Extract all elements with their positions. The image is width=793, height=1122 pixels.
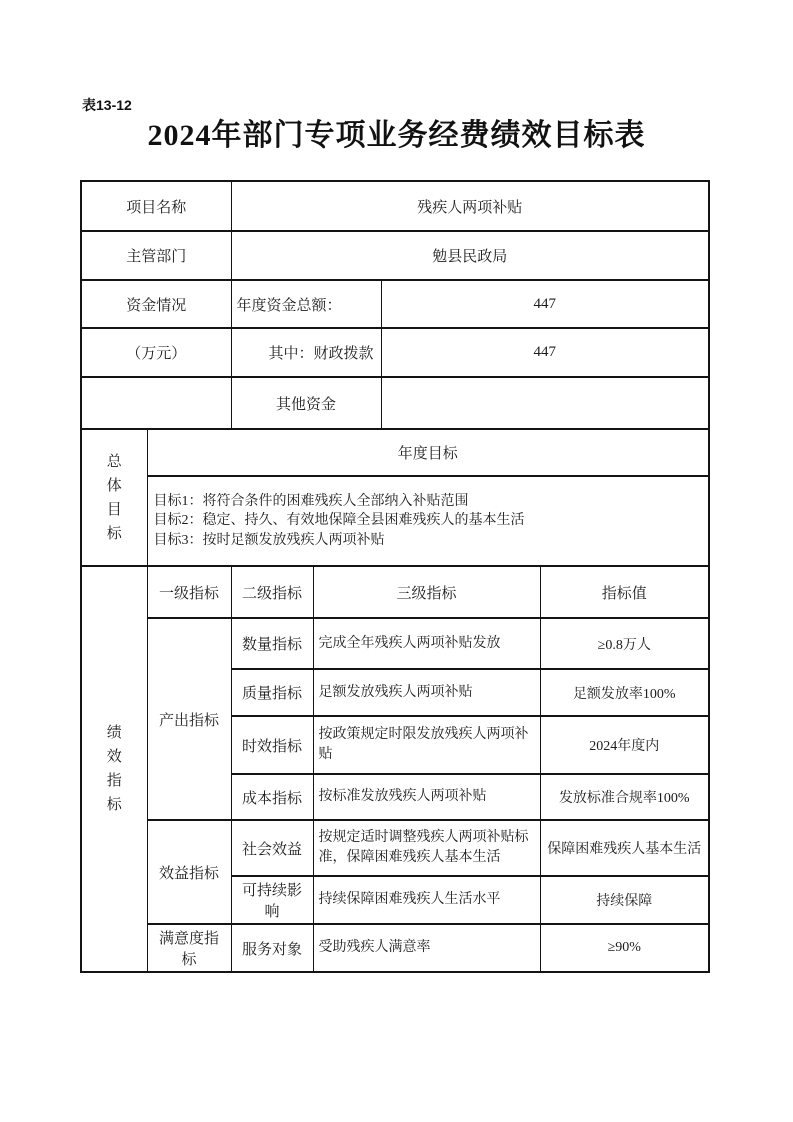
indicator-l2-satisfaction: 服务对象 <box>231 924 313 972</box>
annual-goal-header-row <box>81 429 709 476</box>
project-name-row <box>81 181 709 231</box>
indicator-header-row <box>81 566 709 618</box>
fiscal-allocation-row <box>81 328 709 377</box>
goal-line-3: 目标3：按时足额发放残疾人两项补贴 <box>153 532 385 548</box>
project-name-label: 项目名称 <box>81 181 231 231</box>
performance-section-label: 绩效指标 <box>106 725 122 813</box>
header-value: 指标值 <box>540 566 709 618</box>
overall-goal-section-cell <box>81 429 147 566</box>
indicator-row-social <box>81 820 709 876</box>
goal-line-2: 目标2：稳定、持久、有效地保障全县困难残疾人的基本生活 <box>153 513 525 529</box>
indicator-value-social: 保障困难残疾人基本生活 <box>540 820 709 876</box>
page-title: 2024年部门专项业务经费绩效目标表 <box>147 119 646 152</box>
department-row <box>81 231 709 280</box>
indicator-l2-sustainability: 可持续影响 <box>231 876 313 924</box>
benefit-indicator-group-label: 效益指标 <box>147 820 231 924</box>
header-level1: 一级指标 <box>147 566 231 618</box>
indicator-l2-quality: 质量指标 <box>231 669 313 716</box>
indicator-l2-social: 社会效益 <box>231 820 313 876</box>
indicator-value-sustainability: 持续保障 <box>540 876 709 924</box>
indicator-l2-cost: 成本指标 <box>231 774 313 820</box>
indicator-l3-timeliness: 按政策规定时限发放残疾人两项补贴 <box>313 716 540 774</box>
annual-total-label: 年度资金总额： <box>231 280 381 328</box>
department-label: 主管部门 <box>81 231 231 280</box>
indicator-value-cost: 发放标准合规率100% <box>540 774 709 820</box>
other-funds-value <box>381 377 709 429</box>
header-level2: 二级指标 <box>231 566 313 618</box>
table-number-label: 表13-12 <box>82 97 132 113</box>
annual-goals-row <box>81 476 709 566</box>
performance-target-table <box>80 180 710 973</box>
indicator-row-satisfaction <box>81 924 709 972</box>
annual-total-value: 447 <box>381 280 709 328</box>
other-funds-label: 其他资金 <box>231 377 381 429</box>
annual-total-row <box>81 280 709 328</box>
other-funds-row <box>81 377 709 429</box>
annual-goals-cell <box>147 476 709 566</box>
indicator-l3-cost: 按标准发放残疾人两项补贴 <box>313 774 540 820</box>
funds-section-label-unit: （万元） <box>81 328 231 377</box>
indicator-l3-satisfaction: 受助残疾人满意率 <box>313 924 540 972</box>
satisfaction-group-label: 满意度指标 <box>147 924 231 972</box>
funds-section-label-empty <box>81 377 231 429</box>
performance-section-cell <box>81 566 147 972</box>
indicator-l2-timeliness: 时效指标 <box>231 716 313 774</box>
indicator-row-quantity <box>81 618 709 669</box>
indicator-value-quality: 足额发放率100% <box>540 669 709 716</box>
indicator-l3-sustainability: 持续保障困难残疾人生活水平 <box>313 876 540 924</box>
annual-goal-header: 年度目标 <box>147 429 709 476</box>
overall-goal-section-label: 总体目标 <box>106 453 122 542</box>
indicator-value-timeliness: 2024年度内 <box>540 716 709 774</box>
indicator-value-satisfaction: ≥90% <box>540 924 709 972</box>
project-name-value: 残疾人两项补贴 <box>231 181 709 231</box>
funds-section-label-top: 资金情况 <box>81 280 231 328</box>
goal-line-1: 目标1：将符合条件的困难残疾人全部纳入补贴范围 <box>153 493 469 509</box>
indicator-value-quantity: ≥0.8万人 <box>540 618 709 669</box>
fiscal-allocation-value: 447 <box>381 328 709 377</box>
indicator-l3-quality: 足额发放残疾人两项补贴 <box>313 669 540 716</box>
output-indicator-group-label: 产出指标 <box>147 618 231 820</box>
indicator-l3-quantity: 完成全年残疾人两项补贴发放 <box>313 618 540 669</box>
department-value: 勉县民政局 <box>231 231 709 280</box>
indicator-l3-social: 按规定适时调整残疾人两项补贴标准，保障困难残疾人基本生活 <box>313 820 540 876</box>
fiscal-allocation-label: 其中：财政拨款 <box>231 328 381 377</box>
indicator-l2-quantity: 数量指标 <box>231 618 313 669</box>
header-level3: 三级指标 <box>313 566 540 618</box>
